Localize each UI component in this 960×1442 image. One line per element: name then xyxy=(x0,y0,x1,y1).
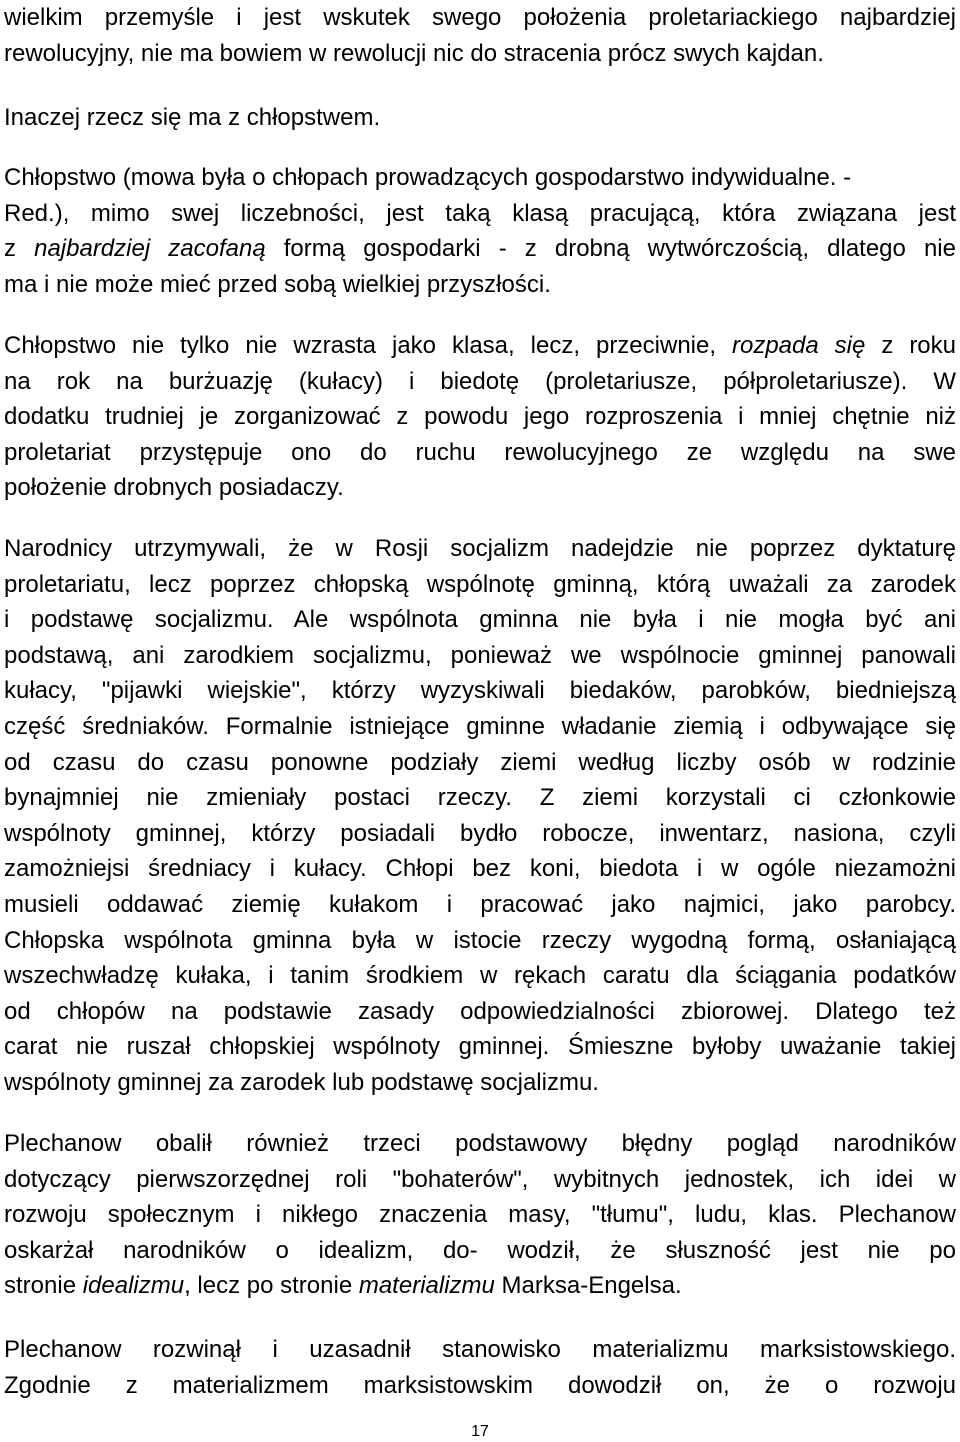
text-line xyxy=(4,435,956,471)
paragraph-4 xyxy=(4,328,956,506)
text-run: i podstawę socjalizmu. Ale wspólnota gminna nie była i nie mogła być ani xyxy=(4,606,956,634)
text-line xyxy=(4,399,956,435)
paragraph-6 xyxy=(4,1126,956,1304)
text-line xyxy=(4,100,956,136)
text-line xyxy=(4,673,956,709)
text-line xyxy=(4,1233,956,1269)
text-line xyxy=(4,816,956,852)
text-line xyxy=(4,160,956,196)
text-run: bynajmniej nie zmieniały postaci rzeczy. Z ziemi korzystali ci członkowie xyxy=(4,784,956,812)
text-line xyxy=(4,364,956,400)
text-run: od czasu do czasu ponowne podziały ziemi według liczby osób w rodzinie xyxy=(4,748,956,776)
text-run: wszechwładzę kułaka, i tanim środkiem w rękach caratu dla ściągania podatków xyxy=(4,962,956,990)
text-run: dotyczący pierwszorzędnej roli "bohaterów", wybitnych jednostek, ich idei w xyxy=(4,1165,956,1193)
italic-text: materializmu xyxy=(358,1272,495,1300)
text-line xyxy=(4,602,956,638)
paragraph-3 xyxy=(4,160,956,302)
text-run: Red.), mimo swej liczebności, jest taką klasą pracującą, która związana jest xyxy=(4,199,956,227)
italic-text: najbardziej zacofaną xyxy=(34,235,266,263)
text-run: Inaczej rzecz się ma z chłopstwem. xyxy=(4,104,381,131)
text-run: wielkim przemyśle i jest wskutek swego położenia proletariackiego najbardziej xyxy=(4,4,956,31)
text-run: proletariat przystępuje ono do ruchu rewolucyjnego ze względu na swe xyxy=(4,438,956,466)
text-run: proletariatu, lecz poprzez chłopską wspólnotę gminną, którą uważali za zarodek xyxy=(4,570,956,598)
text-run: podstawą, ani zarodkiem socjalizmu, ponieważ we wspólnocie gminnej panowali xyxy=(4,641,956,669)
text-line xyxy=(4,531,956,567)
text-run: wspólnoty gminnej, którzy posiadali bydło robocze, inwentarz, nasiona, czyli xyxy=(4,819,956,847)
text-run: na rok na burżuazję (kułacy) i biedotę (proletariusze, półproletariusze). W xyxy=(4,367,956,395)
text-line xyxy=(4,1162,956,1198)
text-run: rozwoju społecznym i nikłego znaczenia masy, "tłumu", ludu, klas. Plechanow xyxy=(4,1201,956,1229)
paragraph-5 xyxy=(4,531,956,1101)
text-line xyxy=(4,328,956,364)
text-line xyxy=(4,567,956,603)
text-run: z xyxy=(4,235,35,263)
text-run: musieli oddawać ziemię kułakom i pracować jako najmici, jako parobcy. xyxy=(4,890,956,918)
text-line xyxy=(4,887,956,923)
text-run: Plechanow rozwinął i uzasadnił stanowisko materializmu marksistowskiego. xyxy=(4,1336,956,1363)
text-run: od chłopów na podstawie zasady odpowiedzialności zbiorowej. Dlatego też xyxy=(4,997,956,1025)
text-line xyxy=(4,36,956,72)
text-run: carat nie ruszał chłopskiej wspólnoty gminnej. Śmieszne byłoby uważanie takiej xyxy=(4,1033,956,1061)
paragraph-7 xyxy=(4,1332,956,1403)
text-line xyxy=(4,267,956,303)
text-run: Chłopstwo (mowa była o chłopach prowadzących gospodarstwo indywidualne. - xyxy=(4,164,852,191)
text-run: położenie drobnych posiadaczy. xyxy=(4,474,344,502)
text-line xyxy=(4,1268,956,1304)
text-run: z roku xyxy=(865,332,956,359)
text-run: oskarżał narodników o idealizm, do- wodził, że słuszność jest nie po xyxy=(4,1236,956,1264)
text-run: ma i nie może mieć przed sobą wielkiej przyszłości. xyxy=(4,270,551,298)
text-line xyxy=(4,638,956,674)
text-line xyxy=(4,780,956,816)
text-run: Zgodnie z materializmem marksistowskim dowodził on, że o rozwoju xyxy=(4,1371,956,1399)
text-run: kułacy, "pijawki wiejskie", którzy wyzyskiwali biedaków, parobków, biedniejszą xyxy=(4,677,956,705)
text-line xyxy=(4,1197,956,1233)
text-run: Plechanow obalił również trzeci podstawowy błędny pogląd narodników xyxy=(4,1130,956,1157)
text-run: Chłopska wspólnota gminna była w istocie rzeczy wygodną formą, osłaniającą xyxy=(4,926,956,954)
text-line xyxy=(4,470,956,506)
text-line xyxy=(4,958,956,994)
italic-text: idealizmu xyxy=(82,1272,185,1300)
text-line xyxy=(4,0,956,36)
text-run: , lecz po stronie xyxy=(184,1272,359,1300)
text-run: zamożniejsi średniacy i kułacy. Chłopi bez koni, biedota i w ogóle niezamożni xyxy=(4,855,956,883)
text-run: wspólnoty gminnej za zarodek lub podstawę socjalizmu. xyxy=(4,1068,599,1096)
document-page xyxy=(4,0,956,1441)
text-line xyxy=(4,923,956,959)
text-line xyxy=(4,231,956,267)
paragraph-2 xyxy=(4,100,956,136)
text-run: dodatku trudniej je zorganizować z powodu jego rozproszenia i mniej chętnie niż xyxy=(4,403,956,431)
text-run: Chłopstwo nie tylko nie wzrasta jako klasa, lecz, przeciwnie, xyxy=(4,332,732,359)
paragraph-1 xyxy=(4,0,956,71)
text-line xyxy=(4,1368,956,1404)
text-run: Marksa-Engelsa. xyxy=(494,1272,682,1300)
italic-text: rozpada się xyxy=(731,332,866,359)
text-run: formą gospodarki - z drobną wytwórczością, dlatego nie xyxy=(265,235,956,263)
text-line xyxy=(4,1029,956,1065)
text-run: stronie xyxy=(4,1272,83,1300)
text-run: rewolucyjny, nie ma bowiem w rewolucji nic do stracenia prócz swych kajdan. xyxy=(4,39,824,67)
text-line xyxy=(4,745,956,781)
text-run: część średniaków. Formalnie istniejące gminne władanie ziemią i odbywające się xyxy=(4,712,956,740)
text-run: Narodnicy utrzymywali, że w Rosji socjalizm nadejdzie nie poprzez dyktaturę xyxy=(4,535,956,562)
text-line xyxy=(4,196,956,232)
text-line xyxy=(4,1065,956,1101)
text-line xyxy=(4,709,956,745)
text-line xyxy=(4,994,956,1030)
text-line xyxy=(4,851,956,887)
page-number: 17 xyxy=(471,1423,489,1440)
text-line xyxy=(4,1126,956,1162)
text-line xyxy=(4,1332,956,1368)
